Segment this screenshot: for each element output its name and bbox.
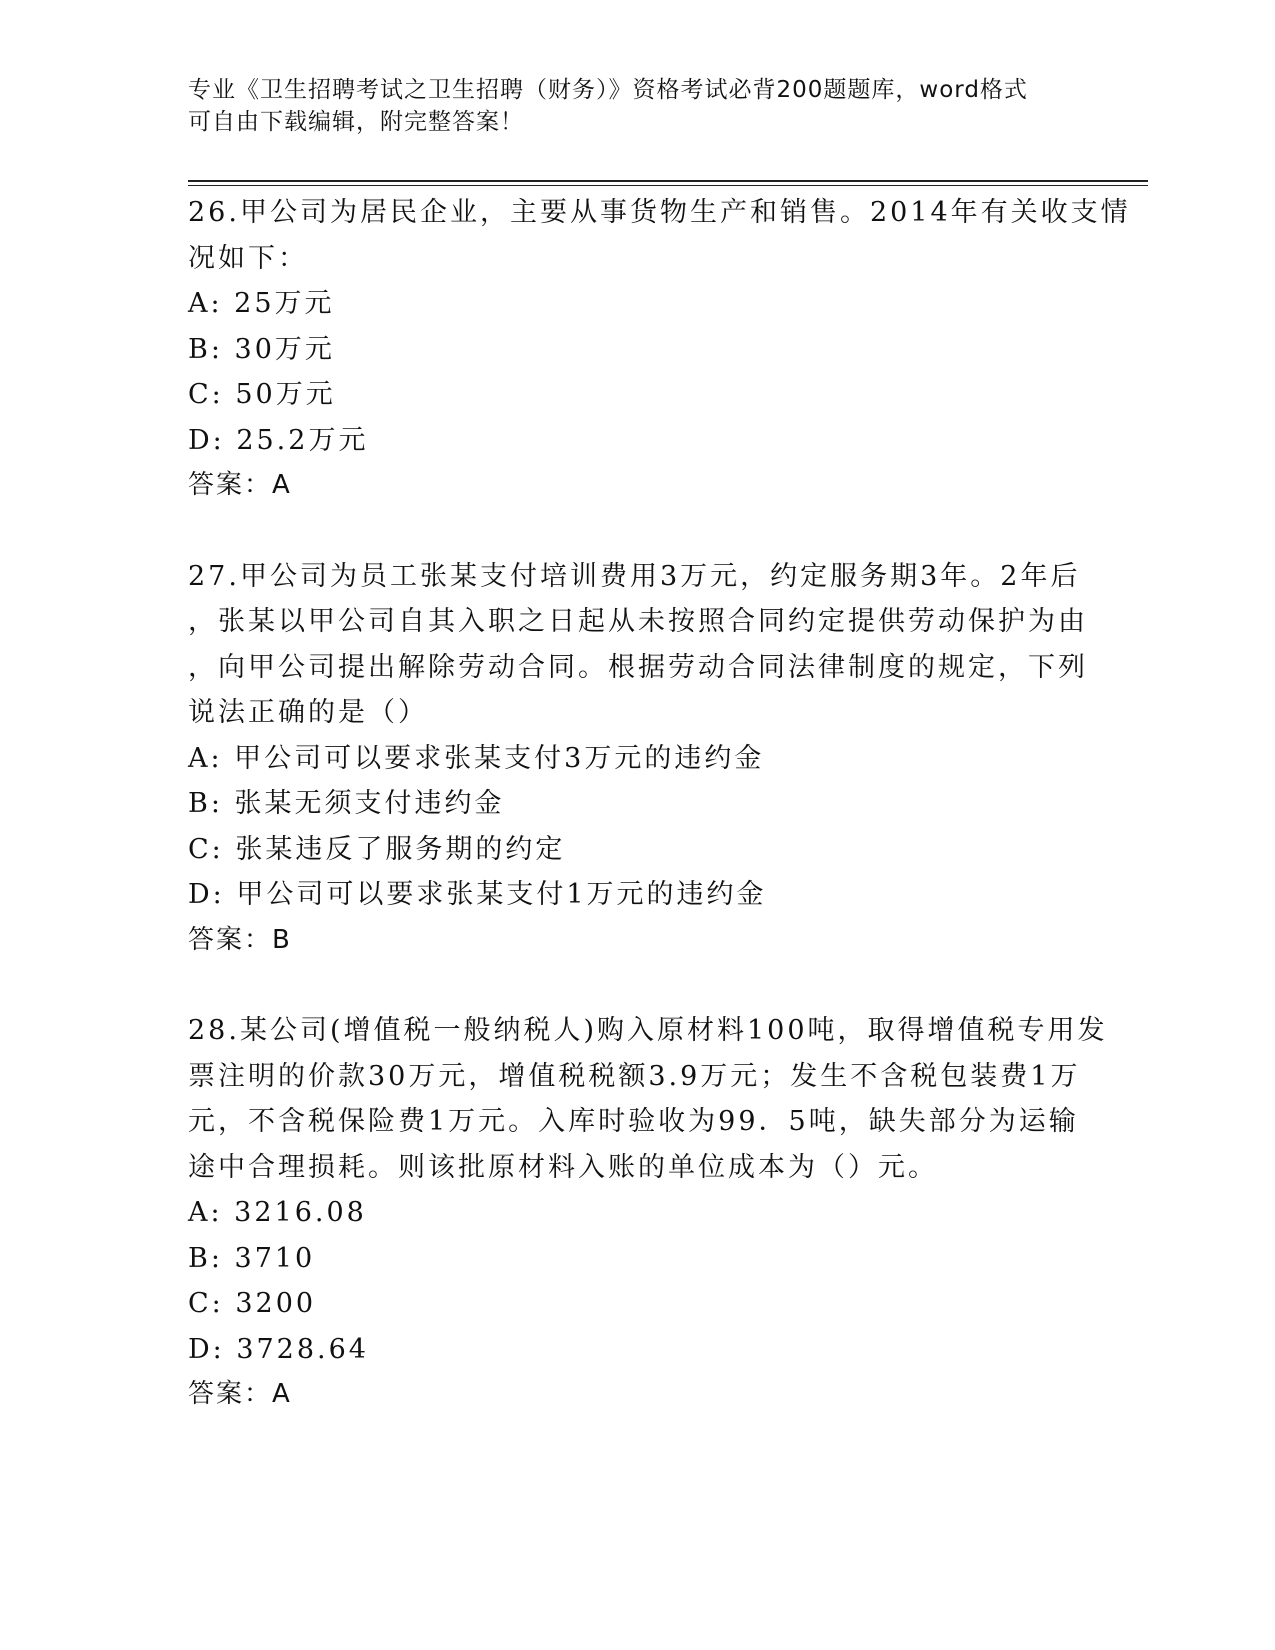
option-a: A: 甲公司可以要求张某支付3万元的违约金 xyxy=(188,742,765,774)
option-d: D: 3728.64 xyxy=(188,1333,369,1365)
option-c: C: 张某违反了服务期的约定 xyxy=(188,833,566,865)
header-divider-thin xyxy=(188,185,1148,186)
question-26 xyxy=(188,190,1131,509)
option-a: A: 25万元 xyxy=(188,288,335,319)
option-b: B: 3710 xyxy=(188,1242,316,1274)
answer-text: 答案：A xyxy=(188,470,292,500)
option-d: D: 甲公司可以要求张某支付1万元的违约金 xyxy=(188,879,767,910)
question-spacer xyxy=(188,509,1088,554)
option-c: C: 50万元 xyxy=(188,379,336,410)
answer-text: 答案：A xyxy=(188,1379,292,1409)
question-text-line: 说法正确的是（） xyxy=(188,697,428,728)
question-text-line: ，张某以甲公司自其入职之日起从未按照合同约定提供劳动保护为由 xyxy=(188,606,1088,637)
option-b: B: 张某无须支付违约金 xyxy=(188,788,505,819)
question-text-line: 元，不含税保险费1万元。入库时验收为99．5吨，缺失部分为运输 xyxy=(188,1106,1079,1137)
option-c: C: 3200 xyxy=(188,1288,317,1319)
option-b: B: 30万元 xyxy=(188,333,335,365)
question-text-line: 27.甲公司为员工张某支付培训费用3万元，约定服务期3年。2年后 xyxy=(188,560,1081,592)
question-27 xyxy=(188,554,1088,964)
answer-text: 答案：B xyxy=(188,924,292,955)
question-text-line: 票注明的价款30万元，增值税税额3.9万元；发生不含税包装费1万 xyxy=(188,1060,1081,1092)
question-text-line: 途中合理损耗。则该批原材料入账的单位成本为（）元。 xyxy=(188,1151,938,1183)
question-text-line: 28.某公司(增值税一般纳税人)购入原材料100吨，取得增值税专用发 xyxy=(188,1015,1108,1046)
question-text-line: 况如下： xyxy=(188,242,308,274)
header-line: 可自由下载编辑，附完整答案！ xyxy=(188,109,524,135)
header-divider-thick xyxy=(188,180,1148,182)
question-list xyxy=(188,190,1131,1418)
question-spacer xyxy=(188,963,1088,1008)
page-header xyxy=(188,74,1068,138)
question-text-line: ，向甲公司提出解除劳动合同。根据劳动合同法律制度的规定，下列 xyxy=(188,651,1088,683)
question-text-line: 26.甲公司为居民企业，主要从事货物生产和销售。2014年有关收支情 xyxy=(188,197,1131,228)
option-a: A: 3216.08 xyxy=(188,1197,367,1228)
option-d: D: 25.2万元 xyxy=(188,424,369,456)
question-28 xyxy=(188,1008,1108,1418)
header-line: 专业《卫生招聘考试之卫生招聘（财务）》资格考试必背200题题库，word格式 xyxy=(188,77,1028,103)
